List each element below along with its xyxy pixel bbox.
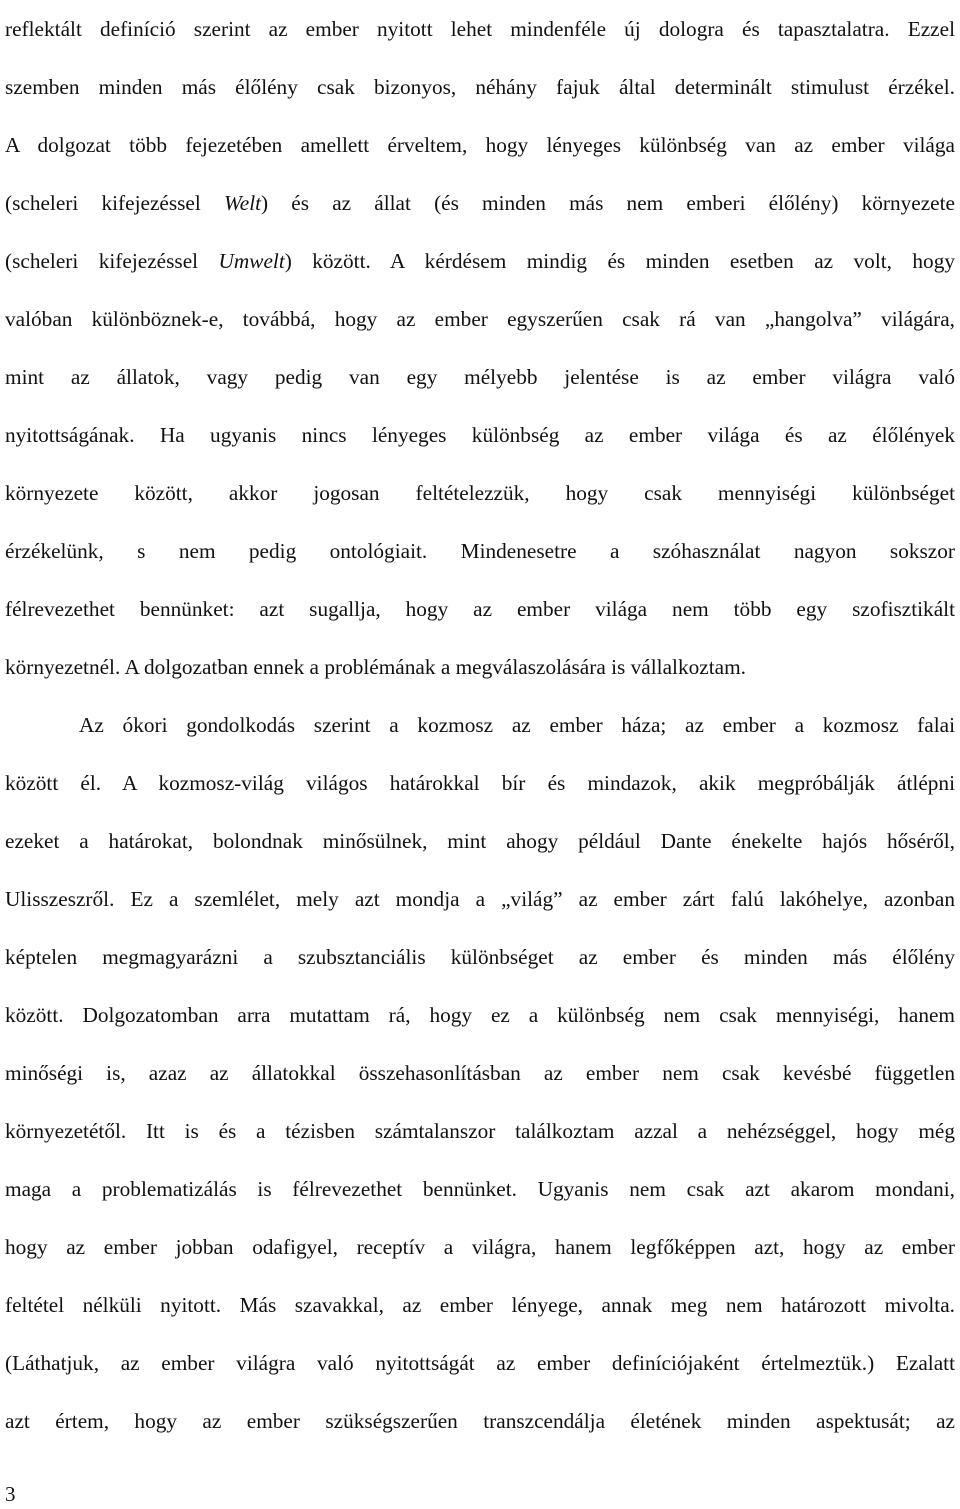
text-line: érzékelünk, s nem pedig ontológiait. Mindenesetre a szóhasználat nagyon sokszor — [5, 539, 955, 563]
text-line: (Láthatjuk, az ember világra való nyitottságát az ember definíciójaként értelmeztük.) Ezalatt — [5, 1351, 955, 1375]
text-line: között. Dolgozatomban arra mutattam rá, hogy ez a különbség nem csak mennyiségi, hanem — [5, 1003, 955, 1027]
text-line: Ulisszeszről. Ez a szemlélet, mely azt mondja a „világ” az ember zárt falú lakóhelye, azonban — [5, 887, 955, 911]
italic-term-umwelt: Umwelt — [218, 249, 285, 273]
paragraph-end-line: környezetnél. A dolgozatban ennek a problémának a megválaszolására is vállalkoztam. — [5, 655, 746, 679]
text-line: ezeket a határokat, bolondnak minősülnek, mint ahogy például Dante énekelte hajós hőséről, — [5, 829, 955, 853]
text-line: nyitottságának. Ha ugyanis nincs lényeges különbség az ember világa és az élőlények — [5, 423, 955, 447]
text-line: A dolgozat több fejezetében amellett érveltem, hogy lényeges különbség van az ember világa — [5, 133, 955, 157]
text-line — [5, 174, 955, 232]
text-line: reflektált definíció szerint az ember nyitott lehet mindenféle új dologra és tapasztalatra. Ezzel — [5, 17, 955, 41]
text-line: feltétel nélküli nyitott. Más szavakkal, az ember lényege, annak meg nem határozott mivolta. — [5, 1293, 955, 1317]
text-line: félrevezethet bennünket: azt sugallja, hogy az ember világa nem több egy szofisztikált — [5, 597, 955, 621]
text-line: azt értem, hogy az ember szükségszerűen transzcendálja életének minden aspektusát; az — [5, 1409, 955, 1433]
text-run: (scheleri kifejezéssel — [5, 191, 224, 215]
text-line: között él. A kozmosz-világ világos határokkal bír és mindazok, akik megpróbálják átlépni — [5, 771, 955, 795]
text-run: (scheleri kifejezéssel — [5, 249, 219, 273]
italic-term-welt: Welt — [223, 191, 262, 215]
text-line: minőségi is, azaz az állatokkal összehasonlításban az ember nem csak kevésbé független — [5, 1061, 955, 1085]
text-line: maga a problematizálás is félrevezethet bennünket. Ugyanis nem csak azt akarom mondani, — [5, 1177, 955, 1201]
text-line: valóban különböznek-e, továbbá, hogy az ember egyszerűen csak rá van „hangolva” világára, — [5, 307, 955, 331]
text-line: képtelen megmagyarázni a szubsztanciális különbséget az ember és minden más élőlény — [5, 945, 955, 969]
page-number: 3 — [5, 1482, 16, 1506]
text-line: szemben minden más élőlény csak bizonyos, néhány fajuk által determinált stimulust érzékel. — [5, 75, 955, 99]
body-text — [5, 0, 955, 1450]
paragraph-start-line: Az ókori gondolkodás szerint a kozmosz az ember háza; az ember a kozmosz falai — [79, 713, 955, 737]
text-run: ) és az állat (és minden más nem emberi élőlény) környezete — [261, 191, 956, 215]
text-run: ) között. A kérdésem mindig és minden esetben az volt, hogy — [284, 249, 955, 273]
text-line: környezete között, akkor jogosan feltételezzük, hogy csak mennyiségi különbséget — [5, 481, 955, 505]
text-line: környezetétől. Itt is és a tézisben számtalanszor találkoztam azzal a nehézséggel, hogy még — [5, 1119, 955, 1143]
text-line: mint az állatok, vagy pedig van egy mélyebb jelentése is az ember világra való — [5, 365, 955, 389]
text-line: hogy az ember jobban odafigyel, receptív a világra, hanem legfőképpen azt, hogy az ember — [5, 1235, 955, 1259]
text-line — [5, 232, 955, 290]
